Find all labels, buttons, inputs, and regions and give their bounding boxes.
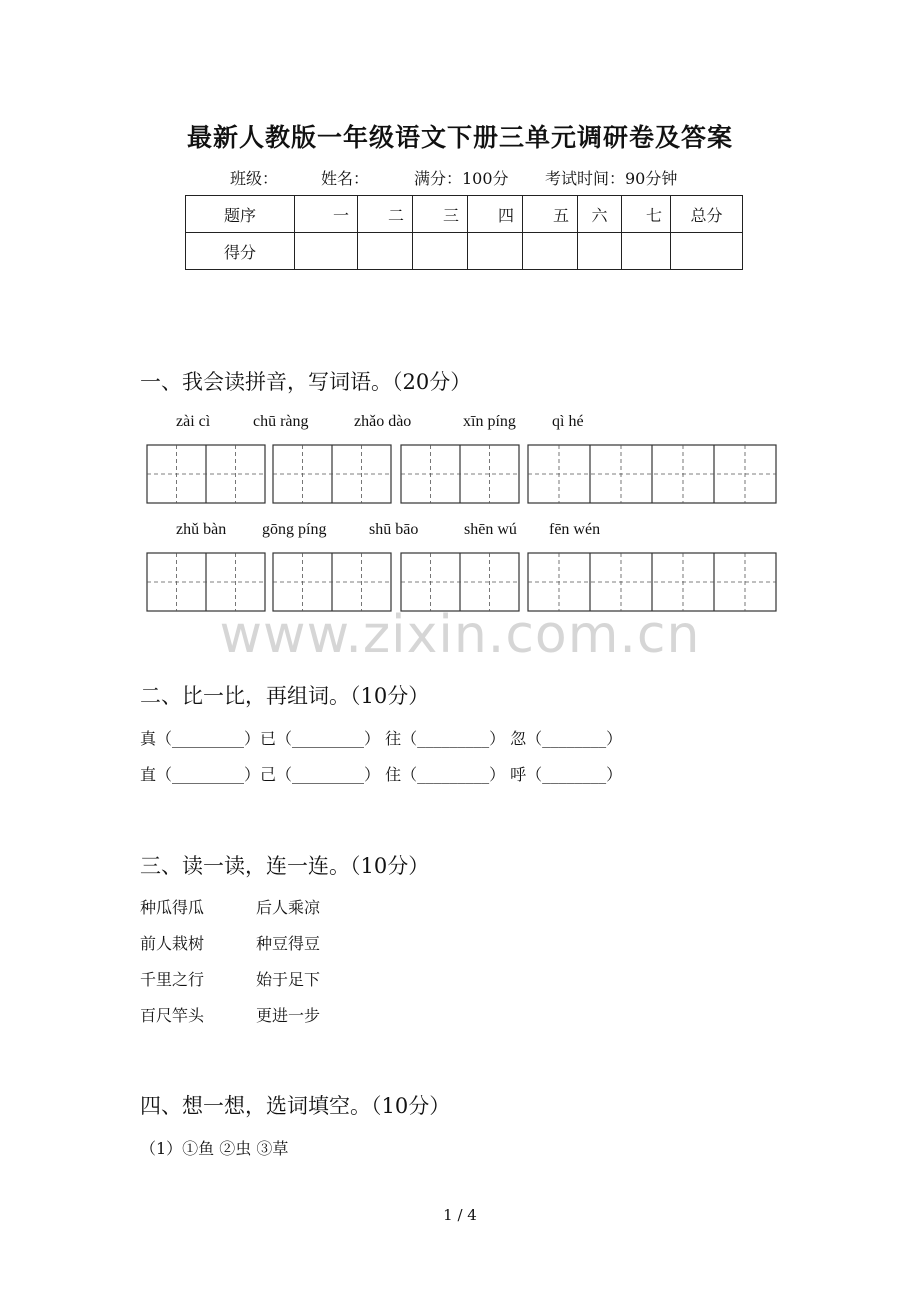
score-header-cell: 五 bbox=[523, 196, 578, 233]
section1-heading: 一、我会读拼音，写词语。（20分） bbox=[140, 370, 472, 394]
pinyin-label: zhǔ bàn bbox=[176, 521, 227, 538]
score-row-label: 得分 bbox=[186, 233, 295, 270]
tian-grid bbox=[527, 444, 777, 504]
score-cell[interactable] bbox=[358, 233, 413, 270]
exam-time-label: 考试时间：90分钟 bbox=[545, 169, 678, 188]
pinyin-label: shēn wú bbox=[464, 521, 517, 538]
score-header-cell: 七 bbox=[622, 196, 671, 233]
pinyin-label: shū bāo bbox=[369, 521, 419, 538]
idiom-right[interactable]: 种豆得豆 bbox=[256, 934, 321, 953]
idiom-right[interactable]: 后人乘凉 bbox=[256, 898, 321, 917]
full-score-label: 满分：100分 bbox=[414, 169, 509, 188]
pinyin-label: chū ràng bbox=[253, 413, 309, 430]
idiom-right[interactable]: 更进一步 bbox=[256, 1006, 321, 1025]
idiom-left[interactable]: 千里之行 bbox=[140, 970, 205, 989]
section4-heading: 四、想一想，选词填空。（10分） bbox=[140, 1094, 451, 1118]
writing-grid[interactable] bbox=[272, 552, 392, 612]
score-header-cell: 三 bbox=[413, 196, 468, 233]
tian-grid bbox=[146, 552, 266, 612]
idiom-left[interactable]: 前人栽树 bbox=[140, 934, 205, 953]
page-number: 1 / 4 bbox=[443, 1206, 477, 1224]
name-label: 姓名： bbox=[321, 169, 370, 188]
page-title: 最新人教版一年级语文下册三单元调研卷及答案 bbox=[186, 123, 733, 152]
tian-grid bbox=[400, 552, 520, 612]
idiom-left[interactable]: 百尺竿头 bbox=[140, 1006, 205, 1025]
section3-heading: 三、读一读，连一连。（10分） bbox=[140, 854, 430, 878]
score-header-cell: 一 bbox=[295, 196, 358, 233]
pinyin-label: qì hé bbox=[552, 413, 584, 430]
pinyin-label: gōng píng bbox=[262, 521, 327, 538]
score-cell[interactable] bbox=[671, 233, 743, 270]
writing-grid[interactable] bbox=[146, 552, 266, 612]
score-table-score-row bbox=[186, 233, 743, 270]
class-label: 班级： bbox=[230, 169, 279, 188]
tian-grid bbox=[272, 444, 392, 504]
score-table bbox=[185, 195, 743, 270]
tian-grid bbox=[272, 552, 392, 612]
pinyin-label: zài cì bbox=[176, 413, 211, 430]
score-header-cell: 二 bbox=[358, 196, 413, 233]
writing-grid[interactable] bbox=[146, 444, 266, 504]
score-header-cell: 总分 bbox=[671, 196, 743, 233]
writing-grid[interactable] bbox=[527, 444, 777, 504]
fill-in-item: （1）①鱼 ②虫 ③草 bbox=[140, 1139, 289, 1158]
score-cell[interactable] bbox=[413, 233, 468, 270]
tian-grid bbox=[146, 444, 266, 504]
score-header-cell: 四 bbox=[468, 196, 523, 233]
writing-grid[interactable] bbox=[527, 552, 777, 612]
pinyin-label: xīn píng bbox=[463, 413, 516, 430]
pinyin-label: zhǎo dào bbox=[354, 413, 412, 430]
pinyin-label: fēn wén bbox=[549, 521, 601, 538]
score-cell[interactable] bbox=[578, 233, 622, 270]
score-header-cell: 六 bbox=[578, 196, 622, 233]
writing-grid[interactable] bbox=[400, 444, 520, 504]
score-header-cell: 题序 bbox=[186, 196, 295, 233]
compare-line[interactable]: 真（_________）已（_________） 往（_________） 忽（________） bbox=[140, 729, 623, 748]
score-cell[interactable] bbox=[622, 233, 671, 270]
score-table-header-row bbox=[186, 196, 743, 233]
watermark: www.zixin.com.cn bbox=[219, 605, 701, 665]
idiom-left[interactable]: 种瓜得瓜 bbox=[140, 898, 205, 917]
writing-grid[interactable] bbox=[272, 444, 392, 504]
writing-grid[interactable] bbox=[400, 552, 520, 612]
score-cell[interactable] bbox=[295, 233, 358, 270]
tian-grid bbox=[527, 552, 777, 612]
section2-heading: 二、比一比，再组词。（10分） bbox=[140, 684, 430, 708]
compare-line[interactable]: 直（_________）己（_________） 住（_________） 呼（________） bbox=[140, 765, 623, 784]
tian-grid bbox=[400, 444, 520, 504]
score-cell[interactable] bbox=[468, 233, 523, 270]
idiom-right[interactable]: 始于足下 bbox=[256, 970, 321, 989]
score-cell[interactable] bbox=[523, 233, 578, 270]
